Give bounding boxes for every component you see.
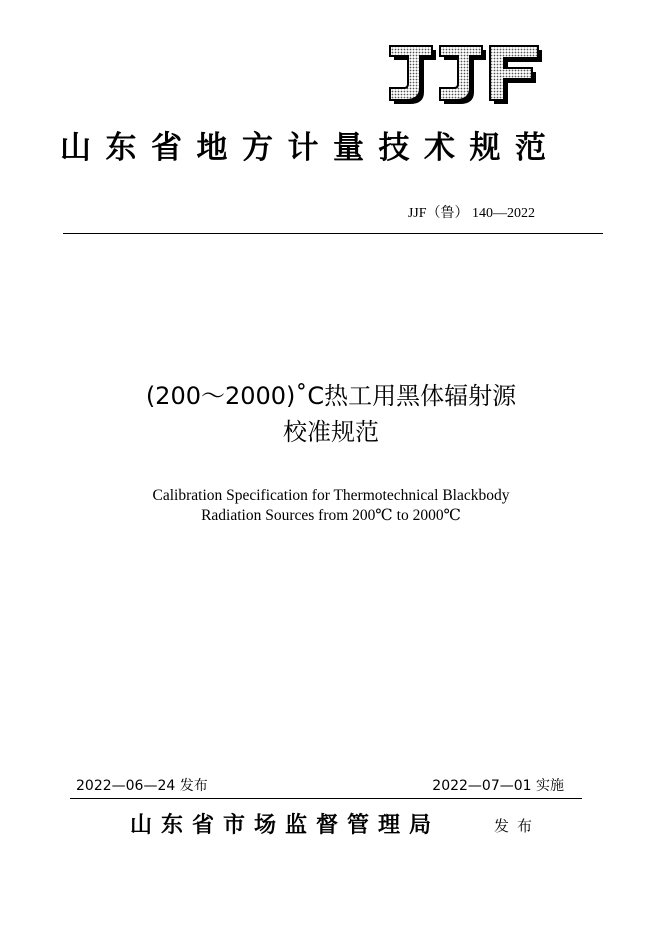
english-title-line-2: Radiation Sources from 200℃ to 2000℃ <box>201 507 461 524</box>
issue-date: 2022—06—24 发布 <box>76 778 208 794</box>
standard-number: JJF（鲁） 140—2022 <box>407 206 535 221</box>
chinese-title-line-2: 校准规范 <box>283 418 379 446</box>
implementation-date: 2022—07—01 实施 <box>432 778 564 794</box>
chinese-title-line-1: (200～2000)˚C热工用黑体辐射源 <box>145 382 517 410</box>
issuing-authority: 山东省市场监督管理局 <box>130 812 441 838</box>
chinese-title <box>0 378 662 450</box>
english-title-line-1: Calibration Specification for Thermotechnical Blackbody <box>152 487 510 504</box>
english-title <box>0 486 662 526</box>
footer-divider <box>70 798 582 799</box>
header-divider <box>63 233 603 234</box>
specification-category-title: 山东省地方计量技术规范 <box>60 130 561 166</box>
issuer-action-label: 发布 <box>494 817 541 835</box>
jjf-logo <box>382 42 544 106</box>
